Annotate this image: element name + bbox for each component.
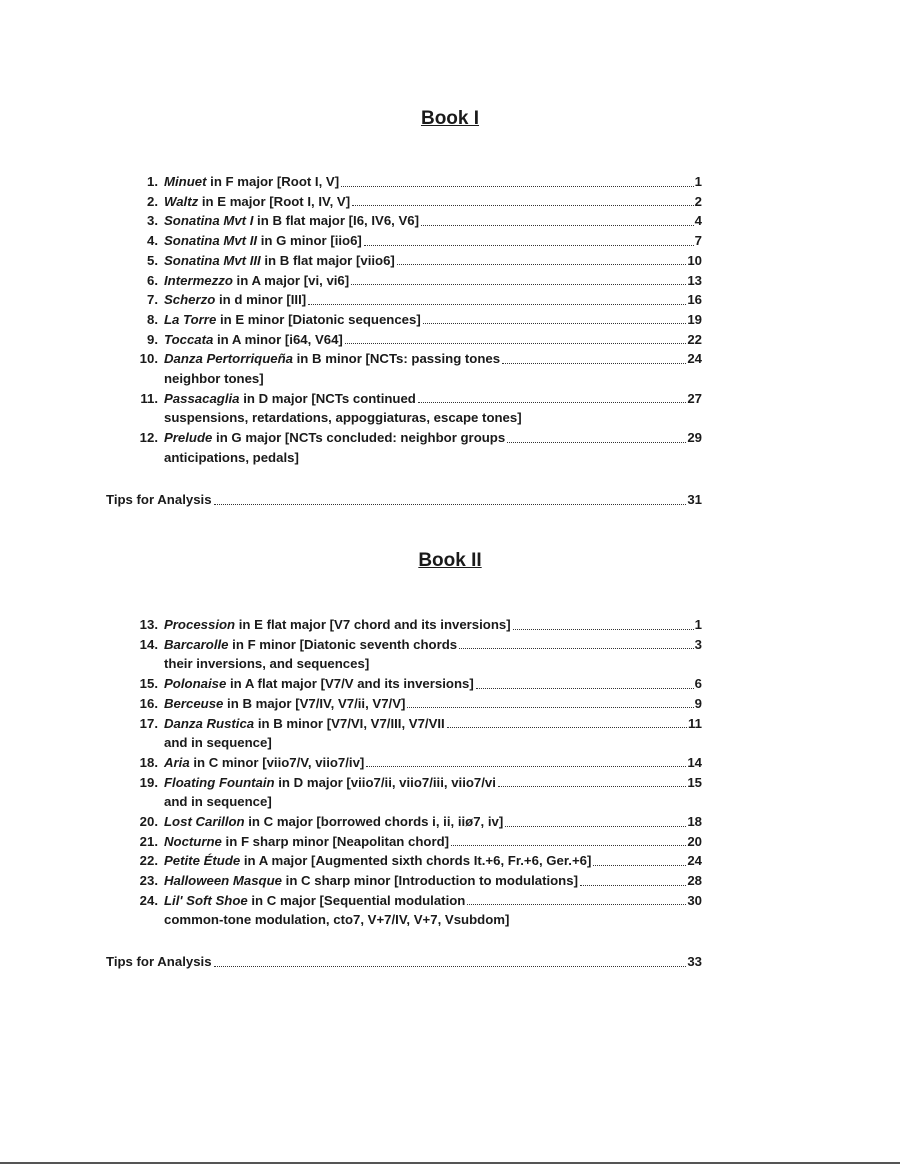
dot-leader	[507, 442, 686, 443]
piece-title: Sonatina Mvt II	[164, 233, 258, 249]
piece-title: Nocturne	[164, 833, 222, 849]
piece-title: Danza Rustica	[164, 715, 255, 731]
page-number: 1	[694, 617, 702, 632]
entry-number: 7.	[147, 292, 158, 308]
page-number: 11	[688, 715, 702, 731]
entry-number: 1.	[147, 174, 158, 189]
toc-entry	[130, 891, 702, 930]
piece-title: Petite Étude	[164, 853, 241, 869]
page-number: 20	[687, 833, 702, 849]
toc-entry	[130, 832, 702, 852]
entry-number: 21.	[139, 833, 158, 849]
toc-entry	[130, 271, 702, 291]
entry-number: 22.	[139, 853, 158, 869]
entry-number: 15.	[139, 676, 158, 692]
dot-leader	[421, 225, 694, 226]
piece-title: Berceuse	[164, 695, 224, 711]
toc-entry	[130, 211, 702, 231]
dot-leader	[451, 845, 686, 846]
piece-description: in E major [Root I, IV, V]	[198, 193, 351, 209]
entry-number: 13.	[139, 617, 158, 632]
dot-leader	[397, 264, 687, 265]
piece-description: in F sharp minor [Neapolitan chord]	[221, 833, 450, 849]
piece-title: Sonatina Mvt III	[164, 252, 261, 268]
piece-title: Polonaise	[164, 676, 227, 692]
piece-description: in D major [NCTs continued	[239, 390, 416, 406]
entry-number: 12.	[139, 430, 158, 446]
toc-entry	[130, 172, 702, 192]
dot-leader	[459, 648, 694, 649]
piece-description: in G minor [iio6]	[257, 233, 362, 249]
page-number: 33	[687, 954, 702, 969]
piece-title: Waltz	[164, 193, 199, 209]
dot-leader	[423, 323, 687, 324]
entry-continuation: common-tone modulation, cto7, V+7/IV, V+7, Vsubdom]	[164, 912, 510, 928]
book-2-tips-entry	[106, 952, 702, 972]
dot-leader	[476, 688, 694, 689]
page-number: 29	[687, 430, 702, 446]
piece-description: in d minor [III]	[215, 292, 307, 308]
dot-leader	[351, 284, 686, 285]
page-number: 31	[687, 492, 702, 507]
toc-entry	[130, 349, 702, 388]
piece-description: in E minor [Diatonic sequences]	[216, 311, 421, 327]
piece-title: Barcarolle	[164, 636, 229, 652]
toc-entry	[130, 714, 702, 753]
toc-entry	[130, 389, 702, 428]
entry-continuation: and in sequence]	[164, 794, 272, 810]
entry-number: 23.	[139, 873, 158, 889]
piece-title: Sonatina Mvt I	[164, 213, 254, 229]
toc-entry	[130, 635, 702, 674]
piece-description: in E flat major [V7 chord and its inversions]	[235, 617, 511, 632]
entry-continuation: and in sequence]	[164, 735, 272, 750]
piece-title: Minuet	[164, 174, 207, 189]
piece-description: in F major [Root I, V]	[206, 174, 340, 189]
page-number: 27	[687, 390, 702, 406]
entry-continuation: their inversions, and sequences]	[164, 656, 370, 672]
entry-number: 6.	[147, 272, 158, 288]
toc-entry	[130, 871, 702, 891]
piece-title: Scherzo	[164, 292, 216, 308]
piece-description: in B flat major [I6, IV6, V6]	[253, 213, 420, 229]
dot-leader	[502, 363, 686, 364]
entry-number: 18.	[139, 754, 158, 770]
toc-entry	[130, 851, 702, 871]
piece-title: Halloween Masque	[164, 873, 282, 889]
page-number: 10	[687, 252, 702, 268]
dot-leader	[498, 786, 686, 787]
dot-leader	[341, 186, 694, 187]
dot-leader	[505, 826, 686, 827]
toc-entry	[130, 753, 702, 773]
page-number: 15	[687, 774, 702, 790]
piece-title: Danza Pertorriqueña	[164, 351, 293, 367]
dot-leader	[513, 629, 694, 630]
entry-number: 16.	[139, 695, 158, 711]
piece-title: Prelude	[164, 430, 213, 446]
piece-description: in A flat major [V7/V and its inversions]	[226, 676, 474, 692]
piece-description: in B minor [V7/VI, V7/III, V7/VII	[254, 715, 445, 731]
entry-number: 9.	[147, 331, 158, 347]
piece-title: La Torre	[164, 311, 217, 327]
piece-title: Procession	[164, 617, 236, 632]
piece-description: in B flat major [viio6]	[260, 252, 395, 268]
piece-description: in A major [vi, vi6]	[232, 272, 350, 288]
tips-label: Tips for Analysis	[106, 492, 212, 507]
piece-description: in A major [Augmented sixth chords It.+6, Fr.+6, Ger.+6]	[240, 853, 592, 869]
entry-number: 17.	[139, 715, 158, 731]
piece-title: Toccata	[164, 331, 214, 347]
piece-description: in B minor [NCTs: passing tones	[292, 351, 501, 367]
page-number: 14	[687, 754, 702, 770]
piece-description: in C minor [viio7/V, viio7/iv]	[189, 754, 365, 770]
entry-continuation: suspensions, retardations, appoggiaturas, escape tones]	[164, 410, 522, 426]
dot-leader	[366, 766, 686, 767]
entry-number: 20.	[139, 814, 158, 829]
dot-leader	[418, 402, 686, 403]
entry-number: 4.	[147, 233, 158, 249]
toc-entry	[130, 310, 702, 330]
page-number: 3	[694, 636, 702, 652]
toc-entry	[130, 251, 702, 271]
dot-leader	[308, 304, 686, 305]
piece-description: in C major [Sequential modulation	[247, 892, 466, 908]
piece-description: in B major [V7/IV, V7/ii, V7/V]	[223, 695, 406, 711]
book-1-heading: Book I	[420, 108, 480, 129]
page-number: 6	[694, 676, 702, 692]
tips-label: Tips for Analysis	[106, 954, 212, 969]
piece-description: in D major [viio7/ii, viio7/iii, viio7/vi	[274, 774, 496, 790]
page-number: 30	[687, 892, 702, 908]
toc-entry	[130, 674, 702, 694]
page-number: 22	[687, 331, 702, 347]
dot-leader	[364, 245, 694, 246]
dot-leader	[467, 904, 686, 905]
piece-title: Floating Fountain	[164, 774, 275, 790]
toc-entry	[130, 330, 702, 350]
piece-title: Lil' Soft Shoe	[164, 892, 248, 908]
toc-entry	[130, 428, 702, 467]
page-number: 24	[687, 351, 702, 367]
page-number: 4	[694, 213, 702, 229]
dot-leader	[345, 343, 687, 344]
entry-number: 10.	[139, 351, 158, 367]
page-number: 7	[694, 233, 702, 249]
entry-number: 11.	[140, 390, 158, 406]
entry-number: 14.	[139, 636, 158, 652]
page-number: 1	[694, 174, 702, 189]
piece-description: in C sharp minor [Introduction to modulations]	[282, 873, 578, 889]
piece-title: Lost Carillon	[164, 814, 245, 829]
entry-number: 19.	[139, 774, 158, 790]
piece-title: Passacaglia	[164, 390, 240, 406]
entry-number: 2.	[147, 193, 158, 209]
piece-description: in C major [borrowed chords i, ii, iiø7, iv]	[244, 814, 504, 829]
page-number: 16	[687, 292, 702, 308]
toc-entry	[130, 694, 702, 714]
page-number: 28	[687, 873, 702, 889]
entry-number: 3.	[147, 213, 158, 229]
piece-title: Aria	[164, 754, 190, 770]
entry-number: 5.	[147, 252, 158, 268]
page-number: 19	[687, 311, 702, 327]
book-1-tips-entry	[106, 490, 702, 510]
entry-number: 8.	[147, 311, 158, 327]
entry-continuation: anticipations, pedals]	[164, 449, 299, 465]
entry-continuation: neighbor tones]	[164, 370, 264, 386]
dot-leader	[214, 966, 687, 967]
toc-entry	[130, 812, 702, 832]
page-number: 9	[694, 695, 702, 711]
dot-leader	[593, 865, 686, 866]
dot-leader	[214, 504, 687, 505]
dot-leader	[407, 707, 693, 708]
book-2-heading: Book II	[418, 550, 482, 571]
entry-number: 24.	[139, 892, 158, 908]
toc-entry	[130, 615, 702, 635]
page-number: 18	[687, 814, 702, 829]
page-number: 13	[687, 272, 702, 288]
toc-entry	[130, 773, 702, 812]
piece-description: in F minor [Diatonic seventh chords	[228, 636, 458, 652]
dot-leader	[352, 205, 694, 206]
toc-entry	[130, 192, 702, 212]
dot-leader	[447, 727, 687, 728]
page-number: 2	[694, 193, 702, 209]
piece-title: Intermezzo	[164, 272, 233, 288]
dot-leader	[580, 885, 686, 886]
piece-description: in G major [NCTs concluded: neighbor groups	[212, 430, 506, 446]
toc-entry	[130, 290, 702, 310]
toc-entry	[130, 231, 702, 251]
piece-description: in A minor [i64, V64]	[213, 331, 343, 347]
page-number: 24	[687, 853, 702, 869]
